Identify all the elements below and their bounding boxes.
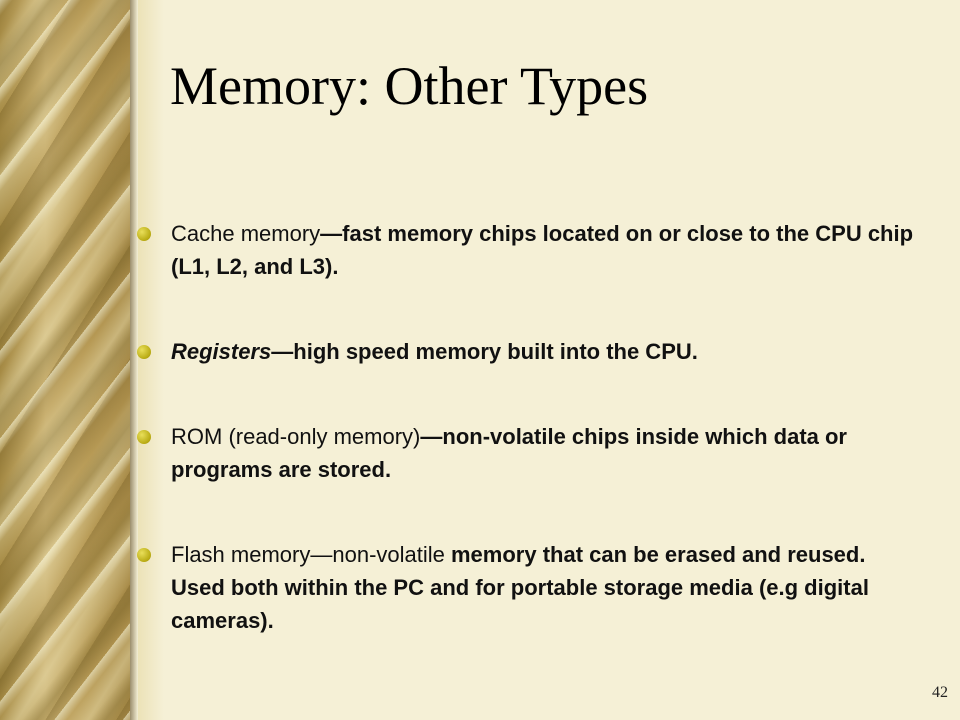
bullet-dot-icon — [137, 548, 151, 562]
bullet-term: ROM (read-only memory) — [171, 424, 421, 449]
bullet-description: memory that can be erased and reused. Used both within the PC and for portable storage media (e.g digital cameras). — [171, 542, 869, 633]
bullet-item-cache-memory — [133, 217, 923, 283]
bullet-item-rom — [133, 420, 923, 486]
slide-title: Memory: Other Types — [170, 56, 649, 116]
bullet-description: —fast memory chips located on or close to the CPU chip (L1, L2, and L3). — [171, 221, 914, 279]
bullet-dot-icon — [137, 345, 151, 359]
bullet-dot-icon — [137, 430, 151, 444]
bullet-term: Cache memory — [171, 221, 321, 246]
bullet-term: Registers — [171, 339, 272, 364]
bullet-dot-icon — [137, 227, 151, 241]
bullet-term: Flash memory—non-volatile — [171, 542, 451, 567]
bullet-list — [133, 217, 923, 637]
bullet-description: —high speed memory built into the CPU. — [271, 339, 698, 364]
page-number: 42 — [932, 684, 948, 701]
bullet-item-flash-memory — [133, 538, 923, 637]
bullet-description: —non-volatile chips inside which data or programs are stored. — [171, 424, 847, 482]
bullet-item-registers — [133, 335, 923, 368]
decorative-gold-band — [0, 0, 130, 720]
